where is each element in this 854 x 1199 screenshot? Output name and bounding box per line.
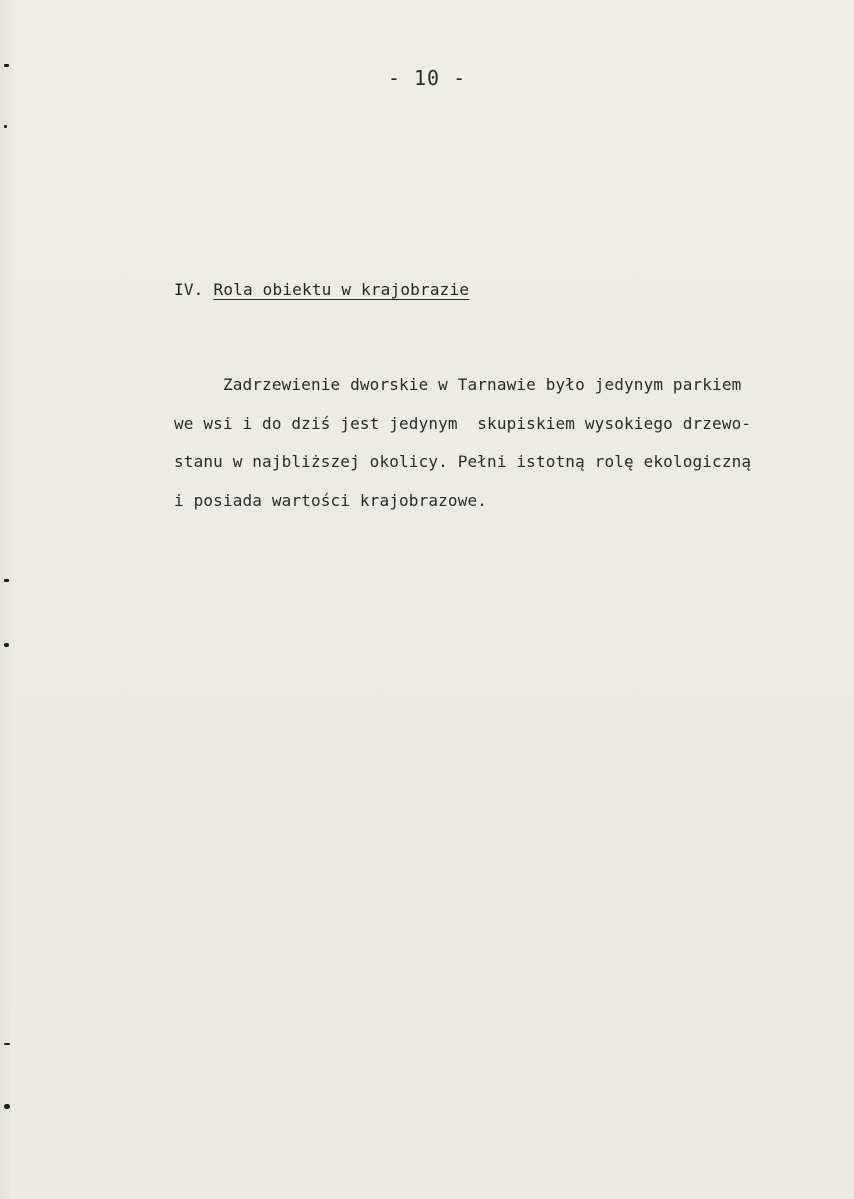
paragraph-line: stanu w najbliższej okolicy. Pełni istotną rolę ekologiczną: [174, 452, 752, 471]
section-title: Rola obiektu w krajobrazie: [213, 280, 470, 299]
binder-hole-mark: [4, 1043, 10, 1045]
paragraph-line: i posiada wartości krajobrazowe.: [174, 490, 488, 510]
binder-hole-mark: [4, 1104, 10, 1109]
body-paragraph: [174, 372, 824, 526]
section-number: IV.: [174, 280, 204, 299]
binder-hole-mark: [4, 125, 7, 128]
section-heading: [174, 280, 469, 299]
page-number: - 10 -: [387, 66, 467, 90]
paragraph-line: Zadrzewienie dworskie w Tarnawie było jedynym parkiem: [174, 375, 742, 394]
binder-hole-mark: [4, 579, 9, 582]
binder-hole-mark: [4, 643, 9, 647]
page-left-edge: [0, 0, 14, 1199]
paragraph-line: we wsi i do dziś jest jedynym skupiskiem wysokiego drzewo-: [174, 413, 752, 433]
